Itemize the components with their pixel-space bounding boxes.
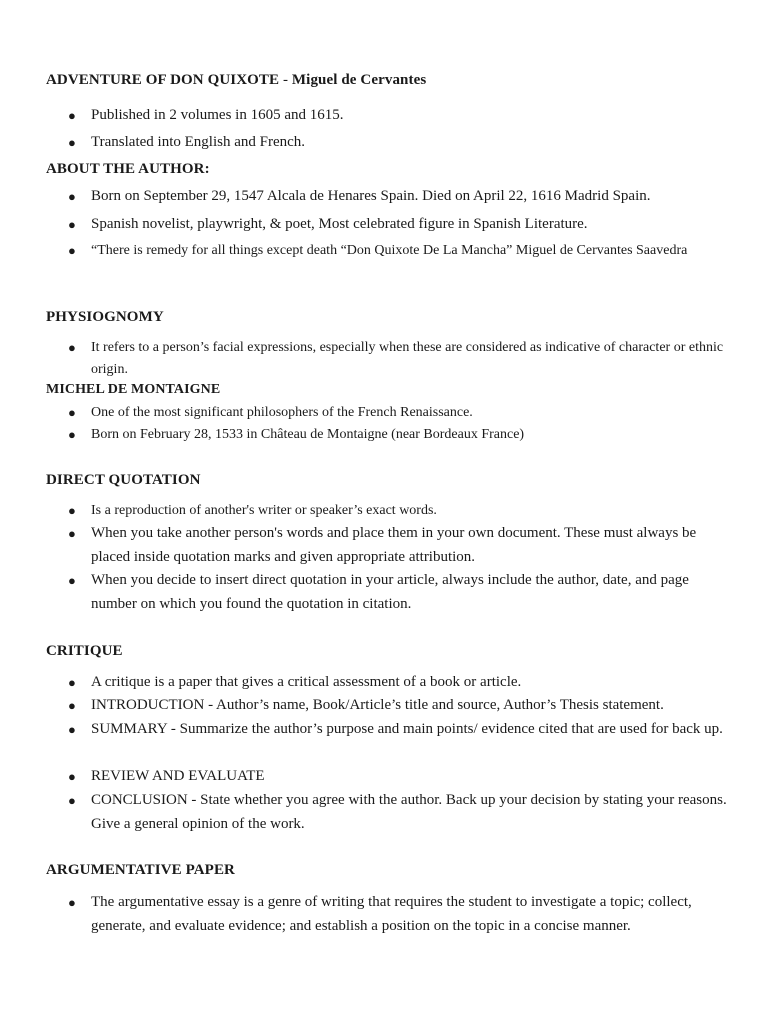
list-item <box>68 402 728 424</box>
list-item <box>68 522 728 569</box>
list-item <box>68 569 728 616</box>
bullet-icon: ● <box>68 405 76 420</box>
heading-title: ABOUT THE AUTHOR: <box>46 161 210 177</box>
list-item-text: Born on September 29, 1547 Alcala de Henares Spain. Died on April 22, 1616 Madrid Spain. <box>91 188 651 204</box>
heading-title: ADVENTURE OF DON QUIXOTE <box>46 72 280 88</box>
list-item-text: INTRODUCTION - Author’s name, Book/Article’s title and source, Author’s Thesis statement. <box>91 697 664 713</box>
bullet-icon: ● <box>68 427 76 442</box>
section-heading-don-quixote <box>46 72 426 89</box>
section-heading-physiognomy <box>46 309 164 326</box>
section-heading-about-author <box>46 161 210 178</box>
list-item <box>68 424 728 446</box>
list-item <box>68 185 728 209</box>
list-item <box>68 104 728 128</box>
heading-title: DIRECT QUOTATION <box>46 472 201 488</box>
list-item-text: Published in 2 volumes in 1605 and 1615. <box>91 107 344 123</box>
heading-title: MICHEL DE MONTAIGNE <box>46 382 221 397</box>
list-item-text: Is a reproduction of another's writer or speaker’s exact words. <box>91 503 437 518</box>
list-item-text: When you decide to insert direct quotation in your article, always include the author, date, and page number on which you found the quotation in citation. <box>91 572 689 612</box>
list-item-text: A critique is a paper that gives a critical assessment of a book or article. <box>91 674 522 690</box>
list-item-text: REVIEW AND EVALUATE <box>91 768 265 784</box>
section-heading-direct-quotation <box>46 472 201 489</box>
bullet-icon: ● <box>68 189 76 204</box>
list-item <box>68 718 728 742</box>
bullet-icon: ● <box>68 135 76 150</box>
list-item-text: CONCLUSION - State whether you agree with the author. Back up your decision by stating your reasons. Give a general opinion of the work. <box>91 792 727 832</box>
bullet-icon: ● <box>68 217 76 232</box>
heading-title: PHYSIOGNOMY <box>46 309 164 325</box>
section-heading-montaigne <box>46 382 220 398</box>
list-item-text: When you take another person's words and place them in your own document. These must always be placed inside quotation marks and given appropriate attribution. <box>91 525 697 565</box>
list-item <box>68 240 728 262</box>
bullet-icon: ● <box>68 793 76 808</box>
list-item-text: SUMMARY - Summarize the author’s purpose and main points/ evidence cited that are used for back up. <box>91 721 723 737</box>
heading-separator: - <box>279 72 292 88</box>
bullet-icon: ● <box>68 340 76 355</box>
list-item <box>68 789 728 836</box>
list-item <box>68 500 728 522</box>
list-item <box>68 671 728 695</box>
heading-author: Miguel de Cervantes <box>291 72 427 88</box>
bullet-icon: ● <box>68 698 76 713</box>
bullet-icon: ● <box>68 243 76 258</box>
list-item <box>68 694 728 718</box>
bullet-icon: ● <box>68 526 76 541</box>
bullet-icon: ● <box>68 573 76 588</box>
list-item-text: Spanish novelist, playwright, & poet, Most celebrated figure in Spanish Literature. <box>91 216 588 232</box>
list-item <box>68 891 728 938</box>
list-item <box>68 765 728 789</box>
list-item <box>68 337 728 380</box>
list-item-text: Born on February 28, 1533 in Château de Montaigne (near Bordeaux France) <box>91 427 525 442</box>
list-item-text: “There is remedy for all things except death “Don Quixote De La Mancha” Miguel de Cervantes Saavedra <box>91 243 688 258</box>
list-item-text: It refers to a person’s facial expressions, especially when these are considered as indicative of character or ethnic origin. <box>91 340 724 377</box>
bullet-icon: ● <box>68 769 76 784</box>
section-heading-argumentative-paper <box>46 862 235 879</box>
bullet-icon: ● <box>68 503 76 518</box>
list-item-text: Translated into English and French. <box>91 134 306 150</box>
list-item-text: The argumentative essay is a genre of writing that requires the student to investigate a topic; collect, generate, and evaluate evidence; and establish a position on the topic in a concise manner. <box>91 894 692 934</box>
bullet-icon: ● <box>68 108 76 123</box>
bullet-icon: ● <box>68 722 76 737</box>
list-item <box>68 213 728 237</box>
bullet-icon: ● <box>68 675 76 690</box>
list-item <box>68 131 728 155</box>
bullet-icon: ● <box>68 895 76 910</box>
heading-title: CRITIQUE <box>46 643 123 659</box>
section-heading-critique <box>46 643 123 660</box>
list-item-text: One of the most significant philosophers of the French Renaissance. <box>91 405 473 420</box>
heading-title: ARGUMENTATIVE PAPER <box>46 862 235 878</box>
